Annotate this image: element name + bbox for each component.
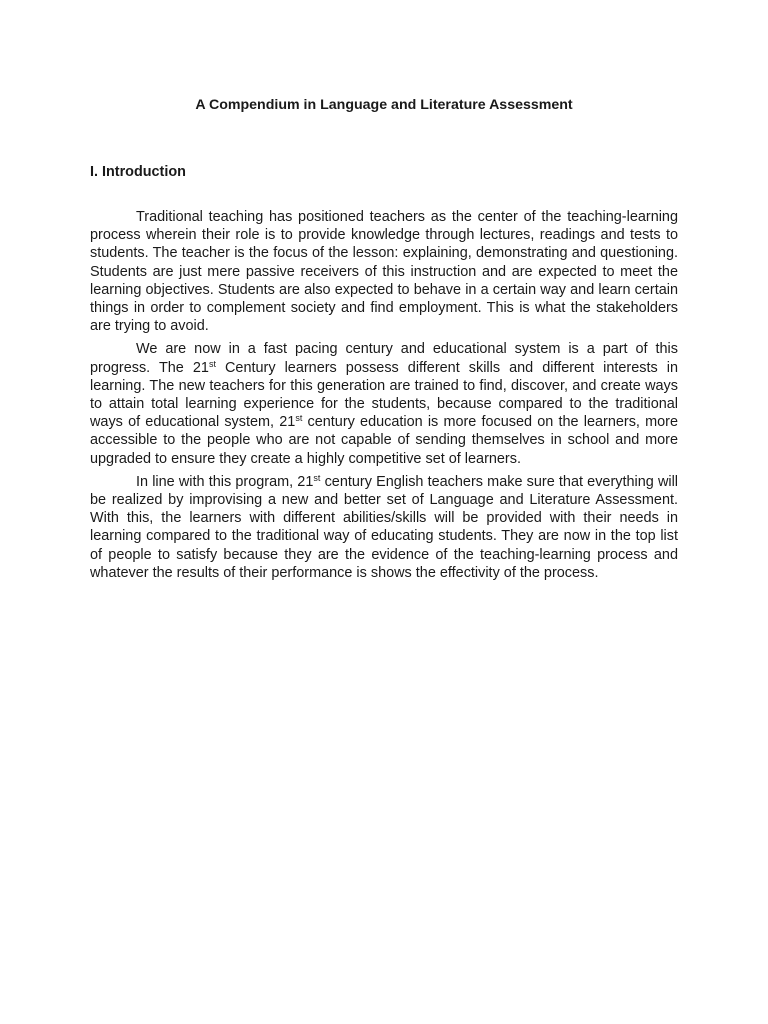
- paragraph-1: [90, 208, 678, 335]
- paragraph-1-text: Traditional teaching has positioned teachers as the center of the teaching-learning process wherein their role is to provide knowledge through lectures, readings and tests to students. The teacher is the focus of the lesson: explaining, demonstrating and questioning. Students are just mere passive receivers of this instruction and are expected to meet the learning objectives. Students are also expected to behave in a certain way and learn certain things in order to complement society and find employment. This is what the stakeholders are trying to avoid.: [90, 209, 678, 335]
- superscript-st: st: [295, 413, 303, 424]
- paragraph-3-text-b: century English teachers make sure that everything will be realized by improvising a new and better set of Language and Literature Assessment. With this, the learners with different abilities/skills will be provided with their needs in learning compared to the traditional way of educating students. They are now in the top list of people to satisfy because they are the evidence of the teaching-learning process and whatever the results of their performance is shows the effectivity of the process.: [90, 473, 678, 581]
- paragraph-2-text-c: century education is more focused on the learners, more accessible to the people who are not capable of sending themselves in school and more upgraded to ensure they create a highly competitive set of learners.: [90, 414, 679, 467]
- document-body: [90, 208, 678, 587]
- superscript-st: st: [313, 472, 321, 483]
- superscript-st: st: [208, 358, 216, 369]
- section-heading: I. Introduction: [90, 164, 186, 180]
- paragraph-3-text-a: In line with this program, 21: [136, 473, 314, 490]
- document-title: A Compendium in Language and Literature Assessment: [195, 97, 573, 113]
- paragraph-2: [90, 340, 678, 467]
- paragraph-3: [90, 473, 678, 582]
- paragraph-2-text-a: We are now in a fast pacing century and educational system is a part of this progress. The 21: [90, 341, 678, 376]
- paragraph-2-text-b: Century learners possess different skills and different interests in learning. The new teachers for this generation are trained to find, discover, and create ways to attain total learning experience for the students, because compared to the traditional ways of educational system, 21: [90, 359, 678, 431]
